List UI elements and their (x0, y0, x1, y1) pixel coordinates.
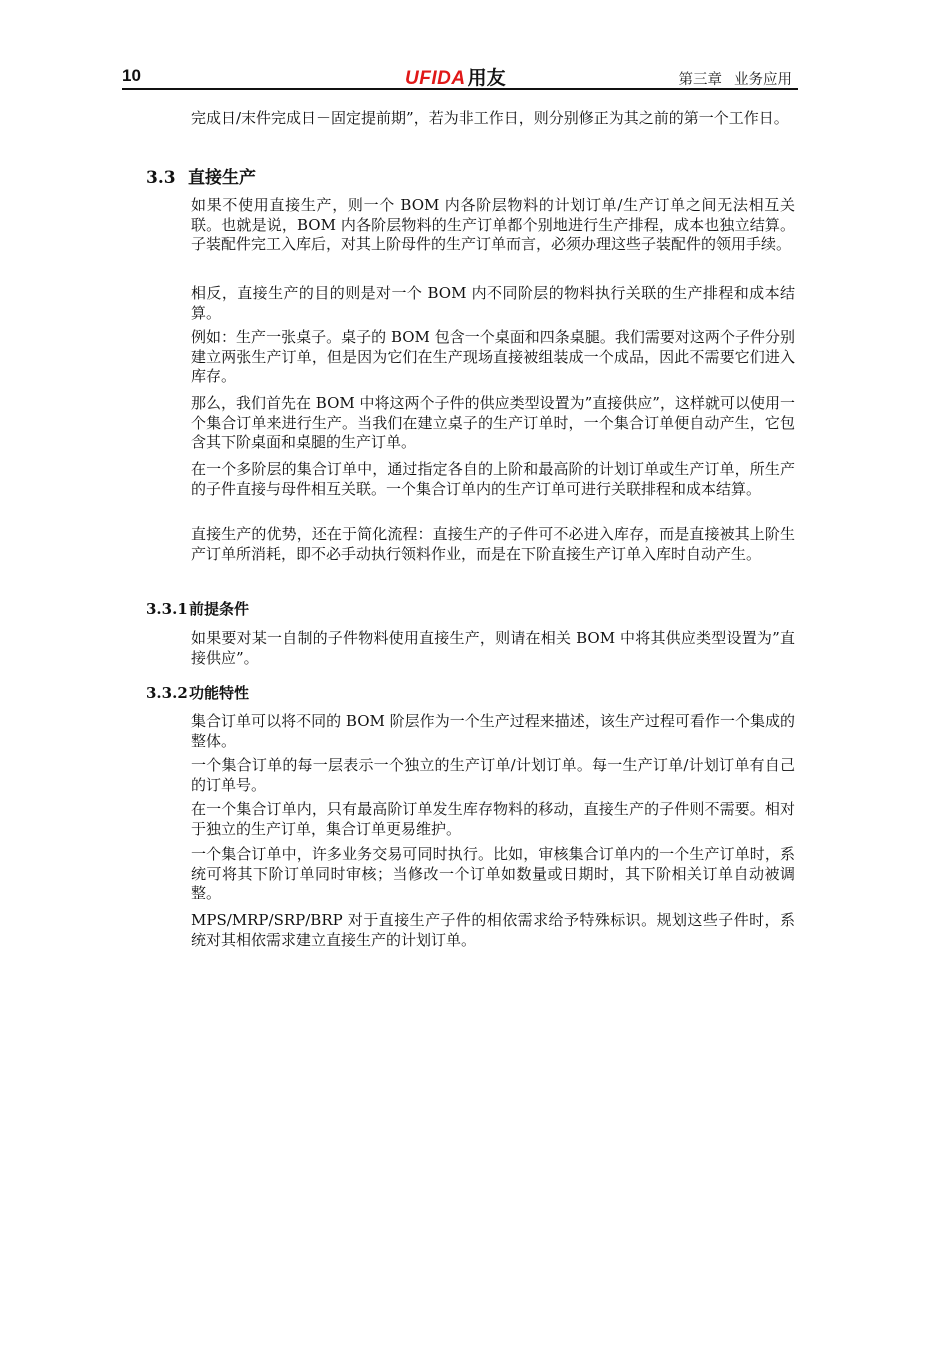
section-title: 前提条件 (189, 600, 250, 618)
paragraph: 在一个集合订单内，只有最高阶订单发生库存物料的移动，直接生产的子件则不需要。相对于独立的生产订单，集合订单更易维护。 (191, 800, 795, 838)
section-heading-3-3-1 (146, 598, 249, 619)
ufida-logo (405, 63, 506, 90)
logo-text-cn: 用友 (467, 68, 506, 89)
section-number: 3.3.1 (146, 600, 188, 618)
paragraph: 集合订单可以将不同的 BOM 阶层作为一个生产过程来描述，该生产过程可看作一个集成的整体。 (191, 712, 795, 750)
paragraph: 一个集合订单的每一层表示一个独立的生产订单/计划订单。每一生产订单/计划订单有自己的订单号。 (191, 756, 795, 794)
paragraph: 如果不使用直接生产，则一个 BOM 内各阶层物料的计划订单/生产订单之间无法相互关联。也就是说，BOM 内各阶层物料的生产订单都个别地进行生产排程，成本也独立结算。子装配件完工入库后，对其上阶母件的生产订单而言，必须办理这些子装配件的领用手续。 (191, 196, 795, 254)
paragraph: 在一个多阶层的集合订单中，通过指定各自的上阶和最高阶的计划订单或生产订单，所生产的子件直接与母件相互关联。一个集合订单内的生产订单可进行关联排程和成本结算。 (191, 460, 795, 498)
section-title: 直接生产 (188, 168, 256, 188)
paragraph: 直接生产的优势，还在于简化流程：直接生产的子件可不必进入库存，而是直接被其上阶生产订单所消耗，即不必手动执行领料作业，而是在下阶直接生产订单入库时自动产生。 (191, 525, 795, 563)
section-number: 3.3 (146, 168, 176, 188)
paragraph: 那么，我们首先在 BOM 中将这两个子件的供应类型设置为”直接供应”，这样就可以使用一个集合订单来进行生产。当我们在建立桌子的生产订单时，一个集合订单便自动产生，它包含其下阶桌面和桌腿的生产订单。 (191, 394, 795, 452)
logo-text-en: UFIDA (405, 68, 466, 89)
chapter-label (679, 68, 793, 89)
paragraph: 一个集合订单中，许多业务交易可同时执行。比如，审核集合订单内的一个生产订单时，系统可将其下阶订单同时审核；当修改一个订单如数量或日期时，其下阶相关订单自动被调整。 (191, 845, 795, 903)
page-header (122, 60, 798, 90)
chapter-number: 第三章 (678, 72, 722, 88)
section-title: 功能特性 (189, 684, 250, 702)
paragraph: 相反，直接生产的目的则是对一个 BOM 内不同阶层的物料执行关联的生产排程和成本结算。 (191, 284, 795, 322)
paragraph: 例如：生产一张桌子。桌子的 BOM 包含一个桌面和四条桌腿。我们需要对这两个子件分别建立两张生产订单，但是因为它们在生产现场直接被组装成一个成品，因此不需要它们进入库存。 (191, 328, 795, 386)
section-heading-3-3-2 (146, 682, 249, 703)
section-heading-3-3 (146, 163, 256, 188)
page-number: 10 (122, 66, 141, 85)
paragraph: MPS/MRP/SRP/BRP 对于直接生产子件的相依需求给予特殊标识。规划这些子件时，系统对其相依需求建立直接生产的计划订单。 (191, 911, 795, 949)
paragraph: 如果要对某一自制的子件物料使用直接生产，则请在相关 BOM 中将其供应类型设置为”直接供应”。 (191, 629, 795, 667)
intro-paragraph: 完成日/末件完成日－固定提前期”，若为非工作日，则分别修正为其之前的第一个工作日。 (191, 109, 789, 127)
chapter-title: 业务应用 (734, 72, 792, 88)
section-number: 3.3.2 (146, 684, 188, 702)
